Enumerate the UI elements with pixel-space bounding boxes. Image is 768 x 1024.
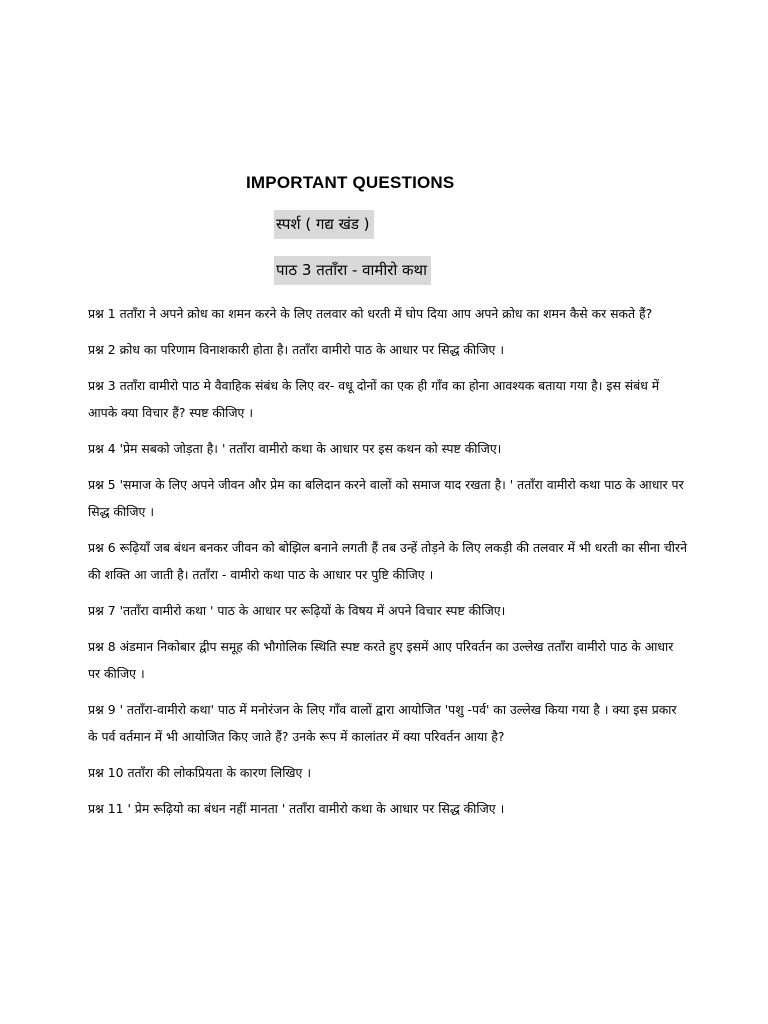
question-3: प्रश्न 3 तताँरा वामीरो पाठ मे वैवाहिक संबंध के लिए वर- वधू दोनों का एक ही गाँव का होना आवश्यक बताया गया है। इस संबंध में आपके क्या विचार हैं? स्पष्ट कीजिए । [88, 378, 660, 420]
section-heading: स्पर्श ( गद्य खंड ) [274, 210, 374, 239]
lesson-heading: पाठ 3 तताँरा - वामीरो कथा [274, 256, 431, 285]
question-5: प्रश्न 5 'समाज के लिए अपने जीवन और प्रेम का बलिदान करने वालों को समाज याद रखता है। ' तताँरा वामीरो कथा पाठ के आधार पर सिद्ध कीजिए । [88, 477, 684, 519]
question-list [88, 300, 688, 831]
question-10: प्रश्न 10 तताँरा की लोकप्रियता के कारण लिखिए । [88, 765, 312, 780]
page-title: IMPORTANT QUESTIONS [246, 173, 455, 192]
question-6: प्रश्न 6 रूढ़ियाँ जब बंधन बनकर जीवन को बोझिल बनाने लगती हैं तब उन्हें तोड़ने के लिए लकड़ी की तलवार में भी धरती का सीना चीरने की शक्ति आ जाती है। तताँरा - वामीरो कथा पाठ के आधार पर पुष्टि कीजिए । [88, 540, 687, 582]
question-4: प्रश्न 4 'प्रेम सबको जोड़ता है। ' तताँरा वामीरो कथा के आधार पर इस कथन को स्पष्ट कीजिए। [88, 441, 502, 456]
question-8: प्रश्न 8 अंडमान निकोबार द्वीप समूह की भौगोलिक स्थिति स्पष्ट करते हुए इसमें आए परिवर्तन का उल्लेख तताँरा वामीरो पाठ के आधार पर कीजिए । [88, 639, 674, 681]
question-2: प्रश्न 2 क्रोध का परिणाम विनाशकारी होता है। तताँरा वामीरो पाठ के आधार पर सिद्ध कीजिए । [88, 342, 505, 357]
question-9: प्रश्न 9 ' तताँरा-वामीरो कथा' पाठ में मनोरंजन के लिए गाँव वालों द्वारा आयोजित 'पशु -पर्व' का उल्लेख किया गया है । क्या इस प्रकार के पर्व वर्तमान में भी आयोजित किए जाते हैं? उनके रूप में कालांतर में क्या परिवर्तन आया है? [88, 702, 677, 744]
question-7: प्रश्न 7 'तताँरा वामीरो कथा ' पाठ के आधार पर रूढ़ियों के विषय में अपने विचार स्पष्ट कीजिए। [88, 603, 506, 618]
question-1: प्रश्न 1 तताँरा ने अपने क्रोध का शमन करने के लिए तलवार को धरती में घोप दिया आप अपने क्रोध का शमन कैसे कर सकते हैं? [88, 306, 653, 321]
question-11: प्रश्न 11 ' प्रेम रूढ़ियो का बंधन नहीं मानता ' तताँरा वामीरो कथा के आधार पर सिद्ध कीजिए । [88, 801, 505, 816]
